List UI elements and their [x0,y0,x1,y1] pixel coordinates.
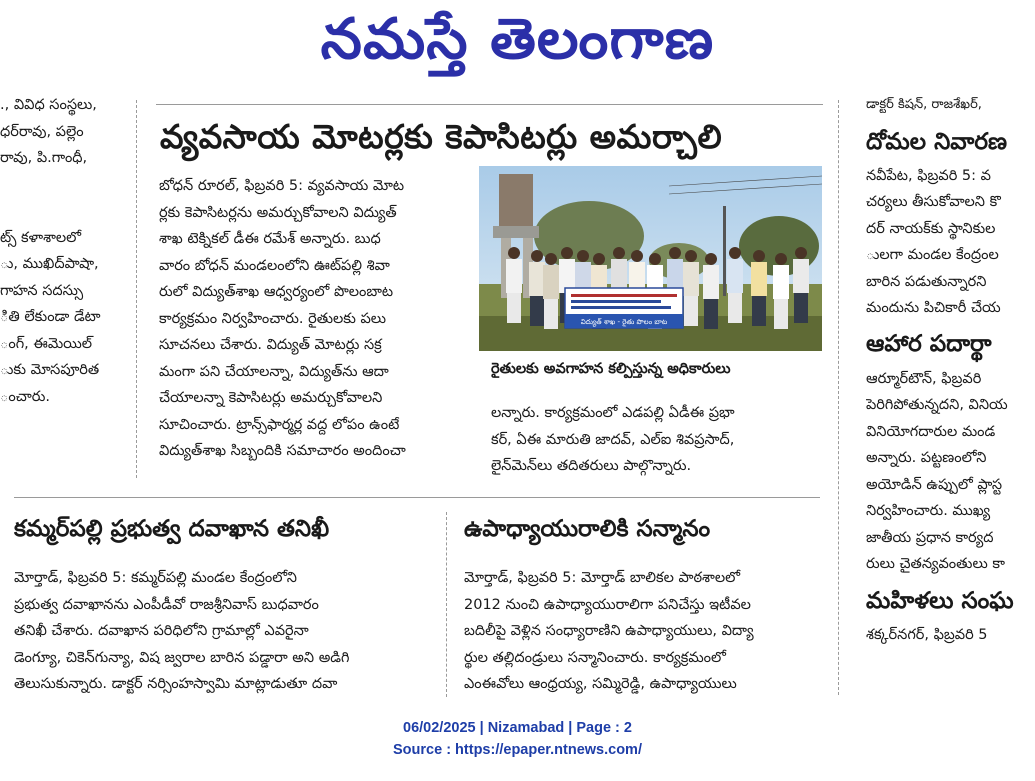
person-head [545,253,557,265]
text-line: బారిన పడుతున్నారని [866,273,987,290]
farmers-group-photo [479,166,822,351]
source-link[interactable]: Source : https://epaper.ntnews.com/ [393,742,642,758]
right-column [866,92,1035,704]
main-headline: వ్యవసాయ మోటర్లకు కెపాసిటర్లు అమర్చాలి [160,117,723,156]
text-line: లన్నారు. కార్యక్రమంలో ఎడపల్లి ఏడీఈ ప్రభా [491,405,735,421]
photo-caption: రైతులకు అవగాహన కల్పిస్తున్న అధికారులు [491,361,731,377]
news-photo [479,166,822,351]
main-story-text [159,173,473,465]
right-column-text-3 [866,622,1035,649]
text-line: ట్స్ కళాశాలలో [0,229,82,246]
person-head [795,247,807,259]
text-line: ఎంఈవోలు ఆంధ్రయ్య, సమ్మిరెడ్డి, ఉపాధ్యాయులు [464,676,737,692]
person-legs [752,296,766,326]
person-head [613,247,625,259]
person-body [506,259,522,293]
right-column-text-1 [866,163,1035,322]
teacher-story-headline: ఉపాధ్యాయురాలికి సన్మానం [464,516,711,542]
person-head [577,250,589,262]
teacher-story-body [464,565,824,700]
person-body [727,259,743,293]
left-column-text [0,92,122,410]
text-line: ులగా మండల కేంద్రంల [866,247,999,263]
text-line: ంగ్, ఈమెయిల్ [0,335,93,352]
column-divider-right [838,100,839,695]
person-body [773,265,789,299]
person-legs [530,296,544,326]
text-line: ంచారు. [0,388,50,405]
text-line: మంగా పని చేయాలన్నా, విద్యుత్‌ను ఆదా [159,363,389,380]
text-line: కర్, ఏఈ మారుతి జాదవ్, ఎల్ఐ శివప్రసాద్, [491,431,735,448]
person-head [685,250,697,262]
person-legs [728,293,742,323]
teacher-story-text [464,565,824,698]
text-line: అయోడిన్ ఉప్పులో ప్లాస్ట [866,476,1003,493]
person-head [669,247,681,259]
text-line: వినియోగదారుల మండ [866,423,996,440]
person-legs [774,299,788,329]
text-line: లైన్‌మెన్‌లు తదితరులు పాల్గొన్నారు. [491,458,692,474]
text-line: శక్కర్‌నగర్, ఫిబ్రవరి 5 [866,626,988,643]
person-body [703,265,719,299]
main-story-continued-text [491,400,826,480]
text-line: దర్ నాయక్‌కు స్థానికుల [866,220,996,237]
person-body [529,262,545,296]
text-line: రులు చైతన్యవంతులు కా [866,556,1005,572]
story-separator-rule [14,497,820,498]
text-line: తెలుసుకున్నారు. డాక్టర్ నర్సింహస్వామి మాట్లాడుతూ దవా [14,676,338,692]
text-line: సూచనలు చేశారు. విద్యుత్ మోటర్లు సక్ర [159,337,382,353]
person-body [793,259,809,293]
text-line: జాతీయ ప్రధాన కార్యద [866,529,994,546]
person-head [775,253,787,265]
person-legs [544,299,558,329]
right-column-top-line: డాక్టర్ కిషన్, రాజశేఖర్, [866,97,982,112]
edition-info: 06/02/2025 | Nizamabad | Page : 2 [403,720,632,736]
text-line: చేయాలన్నా కెపాసిటర్లు అమర్చుకోవాలని [159,390,383,406]
right-headline-mosquito: దోమల నివారణ [866,128,1007,155]
person-legs [794,293,808,323]
text-line [0,172,122,199]
text-line: తనిఖీ చేశారు. దవాఖాన పరిధిలోని గ్రామాల్లో ఎవరైనా [14,623,309,639]
text-line: మందును పిచికారీ చేయ [866,300,1001,316]
person-legs [704,299,718,329]
text-line: ధర్‌రావు, పల్లెం [0,123,84,140]
person-body [751,262,767,296]
right-headline-women: మహిళలు సంఘ [866,587,1014,614]
text-line: అన్నారు. పట్టణంలోని [866,450,987,466]
text-line: రులో విద్యుత్‌శాఖ ఆధ్వర్యంలో పొలంబాట [159,284,394,300]
person-head [729,247,741,259]
text-line: సూచించారు. ట్రాన్స్‌ఫార్మర్ల వద్ద లోపం ఉంటే [159,416,400,433]
text-line: శాఖ టెక్నికల్ డీఈ రమేశ్ అన్నారు. బుధ [159,231,381,247]
main-story-continued [491,400,826,482]
text-line: ర్లకు కెపాసిటర్లను అమర్చుకోవాలని విద్యుత్ [159,204,397,221]
person-head [561,247,573,259]
text-line: నిర్వహించారు. ముఖ్య [866,503,991,519]
text-line: బోధన్ రూరల్, ఫిబ్రవరి 5: వ్యవసాయ మోట [159,178,405,194]
person-head [753,250,765,262]
person-head [531,250,543,262]
text-line: ప్రభుత్వ దవాఖానను ఎంపీడీవో రాజశ్రీనివాస్ బుధవారం [14,596,319,613]
text-line: 2012 నుంచి ఉపాధ్యాయురాలిగా పనిచేస్తు ఇటీవల [464,596,751,613]
person-body [543,265,559,299]
text-line: కార్యక్రమం నిర్వహించారు. రైతులకు పలు [159,310,387,327]
person-head [705,253,717,265]
text-line: డెంగ్యూ, చికెన్‌గున్యా, విష జ్వరాల బారిన పడ్డారా అని అడిగి [14,649,350,666]
text-line: రావు, పి.గాంధీ, [0,150,88,166]
text-line: గాహన సదస్సు [0,282,84,299]
text-line: పెరిగిపోతున్నదని, వినియ [866,397,1008,413]
person-head [593,253,605,265]
banner-text: విద్యుత్ శాఖ - రైతు పొలం బాట [580,318,668,326]
hospital-story-headline: కమ్మర్‌పల్లి ప్రభుత్వ దవాఖాన తనిఖీ [14,516,330,542]
text-line [0,198,122,225]
person-legs [507,293,521,323]
person-head [508,247,520,259]
person-head [631,250,643,262]
text-line: విద్యుత్‌శాఖ సిబ్బందికి సమాచారం అందించా [159,443,406,459]
top-rule [156,104,823,105]
masthead [0,0,1035,80]
text-line: ., వివిధ సంస్థలు, [0,97,97,113]
left-column [0,92,122,482]
person-legs [684,296,698,326]
column-divider-bottom [446,512,447,697]
text-line: చర్యలు తీసుకోవాలని కొ [866,194,1001,210]
person-head [649,253,661,265]
text-line: ితి లేకుండా డేటా [0,309,101,325]
text-line: ుకు మోసపూరిత [0,362,100,378]
right-column-text-2 [866,366,1035,578]
text-line: మోర్తాడ్, ఫిబ్రవరి 5: కమ్మర్‌పల్లి మండల కేంద్రంలోని [14,570,297,586]
text-line: ర్థుల తల్లిదండ్రులు సన్మానించారు. కార్యక్రమంలో [464,649,726,666]
page-footer [0,717,1035,761]
text-line: ఆర్మూర్‌టౌన్, ఫిబ్రవరి [866,370,982,387]
main-story-body [159,173,473,479]
text-line: ు, ముఖిద్‌పాషా, [0,256,99,272]
text-line: మోర్తాడ్, ఫిబ్రవరి 5: మోర్తాడ్ బాలికల పాఠశాలలో [464,570,741,586]
right-headline-food: ఆహార పదార్థా [866,330,992,357]
text-line: నవీపేట, ఫిబ్రవరి 5: వ [866,167,991,184]
text-line: బదిలీపై వెళ్లిన సంధ్యారాణిని ఉపాధ్యాయులు, విద్యా [464,623,754,639]
hospital-story-text [14,565,434,698]
hospital-story-body [14,565,434,700]
person-body [683,262,699,296]
text-line: వారం బోధన్ మండలంలోని ఊట్‌పల్లి శివా [159,257,390,274]
newspaper-title: నమస్తే తెలంగాణ [320,7,715,72]
column-divider-left [136,100,137,478]
